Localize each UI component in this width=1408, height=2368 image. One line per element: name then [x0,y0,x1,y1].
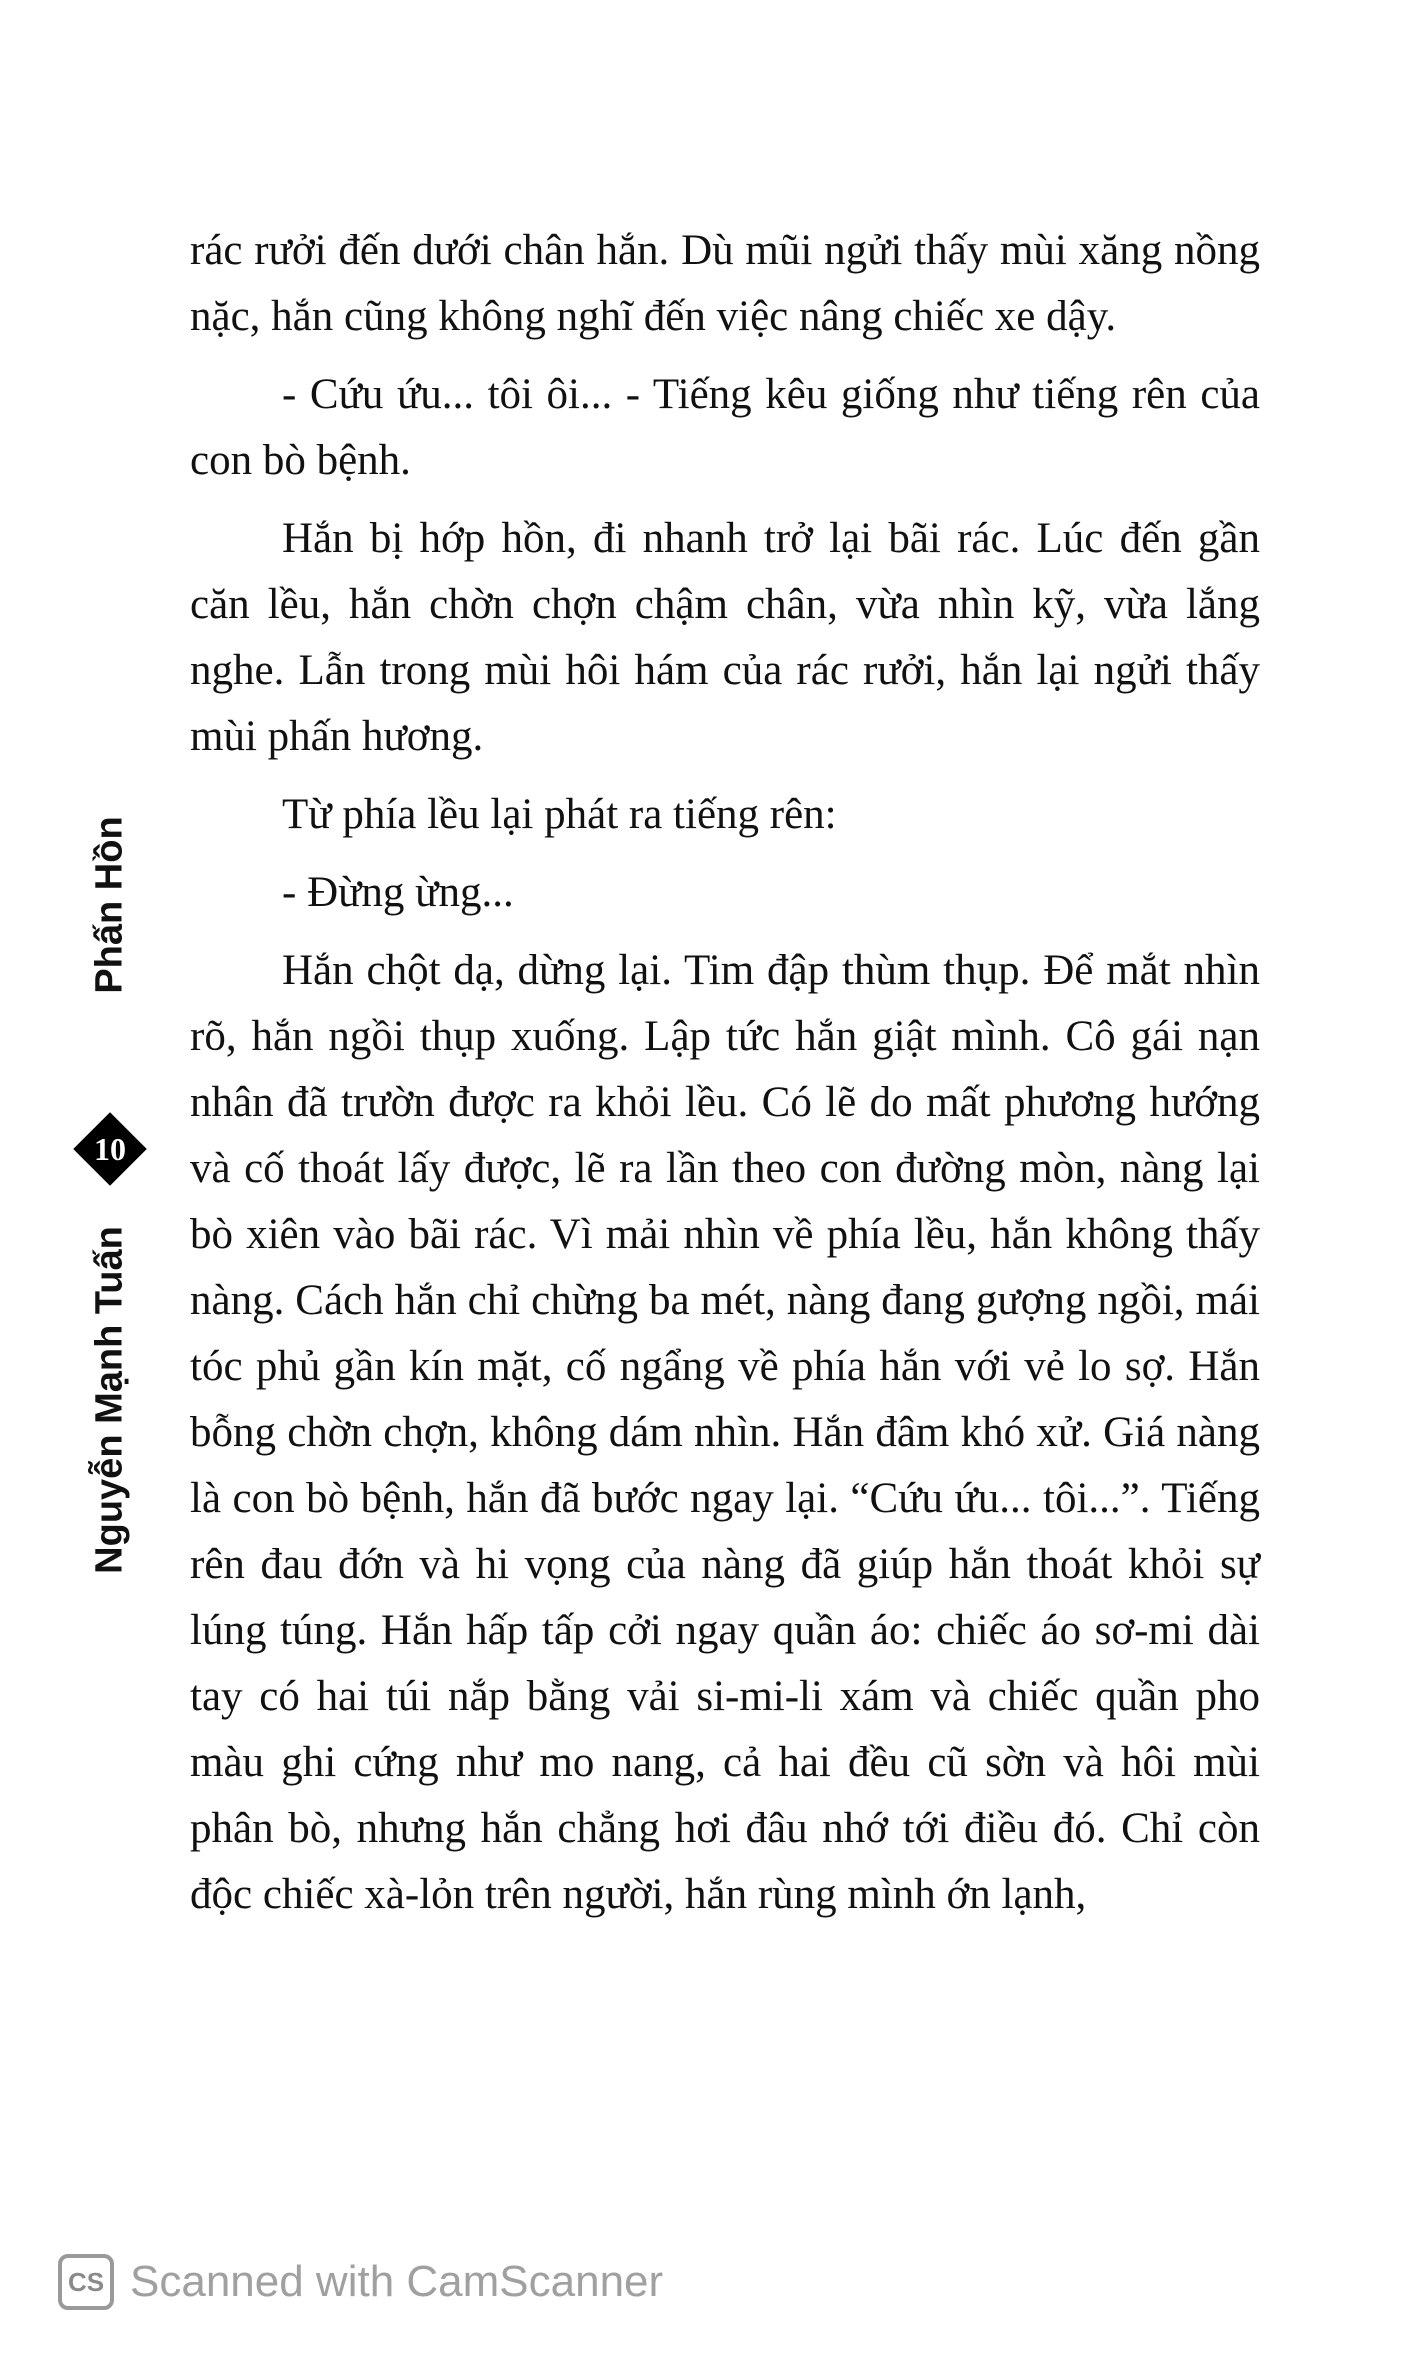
paragraph-2: - Cứu ứu... tôi ôi... - Tiếng kêu giống như tiếng rên của con bò bệnh. [190,371,1260,484]
body-text [190,218,1260,1928]
paragraph-1: rác rưởi đến dưới chân hắn. Dù mũi ngửi thấy mùi xăng nồng nặc, hắn cũng không nghĩ đến việc nâng chiếc xe dậy. [190,227,1260,340]
book-title-text: Phấn Hồn [88,816,131,994]
paragraph-4: Từ phía lều lại phát ra tiếng rên: [282,791,837,838]
author-text: Nguyễn Mạnh Tuấn [88,1226,131,1574]
paragraph-6: Hắn chột dạ, dừng lại. Tim đập thùm thụp. Để mắt nhìn rõ, hắn ngồi thụp xuống. Lập tức hắn giật mình. Cô gái nạn nhân đã trườn được ra khỏi lều. Có lẽ do mất phương hướng và cố thoát lấy được, lẽ ra lần theo con đường mòn, nàng lại bò xiên vào bãi rác. Vì mải nhìn về phía lều, hắn không thấy nàng. Cách hắn chỉ chừng ba mét, nàng đang gượng ngồi, mái tóc phủ gần kín mặt, cố ngẩng về phía hắn với vẻ lo sợ. Hắn bỗng chờn chợn, không dám nhìn. Hắn đâm khó xử. Giá nàng là con bò bệnh, hắn đã bước ngay lại. “Cứu ứu... tôi...”. Tiếng rên đau đớn và hi vọng của nàng đã giúp hắn thoát khỏi sự lúng túng. Hắn hấp tấp cởi ngay quần áo: chiếc áo sơ-mi dài tay có hai túi nắp bằng vải si-mi-li xám và chiếc quần pho màu ghi cứng như mo nang, cả hai đều cũ sờn và hôi mùi phân bò, nhưng hắn chẳng hơi đâu nhớ tới điều đó. Chỉ còn độc chiếc xà-lỏn trên người, hắn rùng mình ớn lạnh, [190,947,1260,1918]
paragraph-3: Hắn bị hớp hồn, đi nhanh trở lại bãi rác. Lúc đến gần căn lều, hắn chờn chợn chậm chân, vừa nhìn kỹ, vừa lắng nghe. Lẫn trong mùi hôi hám của rác rưởi, hắn lại ngửi thấy mùi phấn hương. [190,515,1260,760]
page-number: 10 [94,1131,126,1167]
page-number-badge [70,1109,150,1189]
watermark-text: Scanned with CamScanner [130,2257,664,2306]
paragraph-5: - Đừng ừng... [282,869,514,916]
camscanner-logo-icon: CS [58,2254,114,2310]
camscanner-watermark [58,2250,663,2314]
